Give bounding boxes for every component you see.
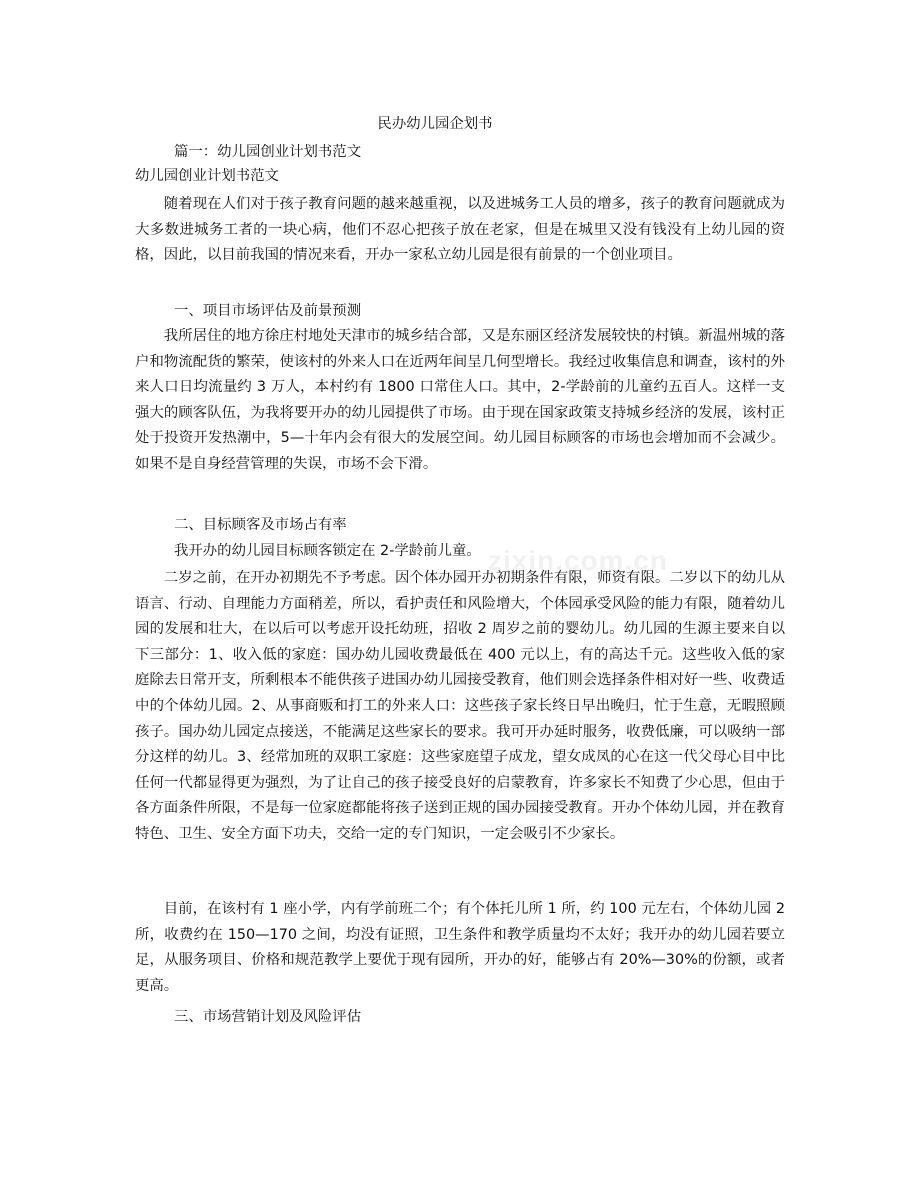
section-1-heading: 一、项目市场评估及前景预测 [174, 303, 362, 319]
section-2-market-text: 目前，在该村有 1 座小学，内有学前班二个；有个体托儿所 1 所，约 100 元左右，个体幼儿园 2 所，收费约在 150—170 之间，均没有证照，卫生条件和教学质量均不太好；我开办的幼儿园若要立足，从服务项目、价格和规范教学上要优于现有园所，开办的好，能够占有 20%—30%的份额，或者更高。 [135, 901, 785, 994]
document-subtitle: 幼儿园创业计划书范文 [135, 168, 279, 184]
intro-text: 随着现在人们对于孩子教育问题的越来越重视，以及进城务工人员的增多，孩子的教育问题就成为大多数进城务工者的一块心病，他们不忍心把孩子放在老家，但是在城里又没有钱没有上幼儿园的资格，因此，以目前我国的情况来看，开办一家私立幼儿园是很有前景的一个创业项目。 [135, 196, 785, 264]
document-title: 民办幼儿园企划书 [377, 116, 493, 132]
section-1-text: 我所居住的地方徐庄村地处天津市的城乡结合部，又是东丽区经济发展较快的村镇。新温州城的落户和物流配货的繁荣，使该村的外来人口在近两年间呈几何型增长。我经过收集信息和调查，该村的外来人口日均流量约 3 万人，本村约有 1800 口常住人口。其中，2-学龄前的儿童约五百人。这样一支强大的顾客队伍，为我将要开办的幼儿园提供了市场。由于现在国家政策支持城乡经济的发展，该村正处于投资开发热潮中，5—十年内会有很大的发展空间。幼儿园目标顾客的市场也会增加而不会减少。如果不是自身经营管理的失误，市场不会下滑。 [135, 328, 785, 472]
section-2-heading: 二、目标顾客及市场占有率 [174, 517, 347, 533]
section-2-text: 二岁之前，在开办初期先不予考虑。因个体办园开办初期条件有限，师资有限。二岁以下的幼儿从语言、行动、自理能力方面稍差，所以，看护责任和风险增大，个体园承受风险的能力有限，随着幼儿园的发展和壮大，在以后可以考虑开设托幼班，招收 2 周岁之前的婴幼儿。幼儿园的生源主要来自以下三部分：1、收入低的家庭：国办幼儿园收费最低在 400 元以上，有的高达千元。这些收入低的家庭除去日常开支，所剩根本不能供孩子进国办幼儿园接受教育，他们则会选择条件相对好一些、收费适中的个体幼儿园。2、从事商贩和打工的外来人口：这些孩子家长终日早出晚归，忙于生意，无暇照顾孩子。国办幼儿园定点接送，不能满足这些家长的要求。我可开办延时服务，收费低廉，可以吸纳一部分这样的幼儿。3、经常加班的双职工家庭：这些家庭望子成龙，望女成凤的心在这一代父母心目中比任何一代都显得更为强烈，为了让自己的孩子接受良好的启蒙教育，许多家长不知费了少心思，但由于各方面条件所限，不是每一位家庭都能将孩子送到正规的国办园接受教育。开办个体幼儿园，并在教育特色、卫生、安全方面下功夫，交给一定的专门知识，一定会吸引不少家长。 [135, 570, 785, 842]
section-2-paragraph [135, 566, 785, 848]
watermark: zixin.com.cn [487, 545, 669, 576]
chapter-heading: 篇一：幼儿园创业计划书范文 [174, 144, 362, 160]
section-2-market-paragraph [135, 897, 785, 999]
section-3-heading: 三、市场营销计划及风险评估 [174, 1009, 362, 1025]
section-1-paragraph [135, 324, 785, 478]
intro-paragraph [135, 192, 785, 269]
section-2-lead: 我开办的幼儿园目标顾客锁定在 2-学龄前儿童。 [174, 543, 481, 559]
